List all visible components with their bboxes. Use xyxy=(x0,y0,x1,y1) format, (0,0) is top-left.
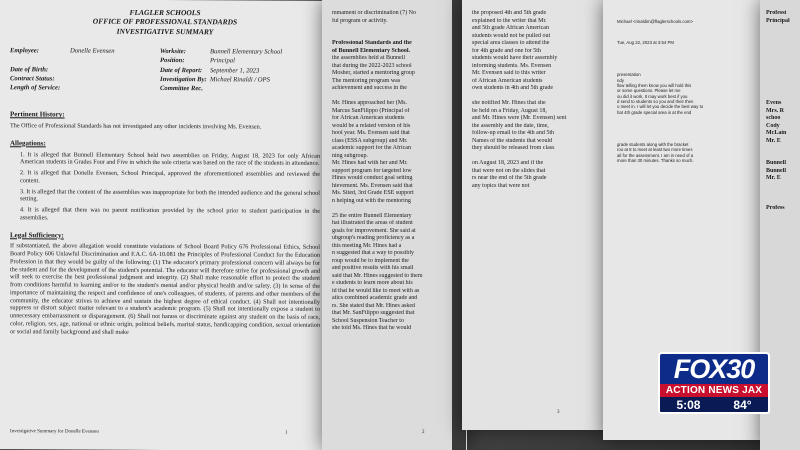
text-line: hat 4th grade special area is at the end xyxy=(617,109,692,115)
text-line xyxy=(766,40,800,48)
text-line: presentation xyxy=(617,72,641,78)
temperature: 84° xyxy=(733,397,752,412)
text-line: atics combined academic grade and xyxy=(332,295,418,301)
text-line: The mentoring program was xyxy=(332,77,401,84)
info-label: Worksite: xyxy=(160,48,186,56)
text-line xyxy=(472,153,601,161)
text-line: Mr. E xyxy=(766,175,781,181)
text-line: any topics that were not xyxy=(472,182,530,189)
text-line: support program for targeted low xyxy=(332,167,412,174)
section-title-legal: Legal Sufficiency: xyxy=(10,230,64,240)
text-line: she told Ms. Hines that he would xyxy=(332,325,412,331)
text-line: hat illustrated the areas of student xyxy=(332,220,413,226)
legal-text: If substantiated, the above allegation would constitute violations of School Board Policy 676 Professional Ethics, School Board Policy 606 Unlawful Discrimination and F.A.C. 6A-10.081 the Principles of Professional Conduct for the Education Profession in that they would be guilty of the following: (1) The educator's primary professional concern will always be for the student and for the development of the student's potential. The educator will therefore strive for professional growth and will seek to exercise the best professional judgment and integrity. (2) Shall make reasonable effort to protect the student from conditions harmful to learning and/or to the student's mental and/or physical health and/or safety. (3) In sense of the importance of maintaining the respect and confidence of one's colleagues, of students, of parents and other members of the community, the educator strives to achieve and sustain the highest degree of ethical conduct. (4) Shall not intentionally suppress or distort subject matter relevant to a student's academic program. (5) Shall not intentionally expose a student to unnecessary embarrassment or disparagement. (6) Shall not harass or discriminate against any student on the basis of race, color, religion, sex, age, national or ethnic origin, political beliefs, marital status, handicapping condition, sexual orientation or social and family background and shall make xyxy=(10,242,320,336)
text-line: of Bunnell Elementary School. xyxy=(332,47,411,54)
text-line xyxy=(332,93,461,101)
text-line: ubgroup's reading proficiency as a xyxy=(332,235,415,241)
text-line: follow-up email to the 4th and 5th xyxy=(472,130,554,136)
text-line: d send to students so you and their then xyxy=(617,99,694,105)
info-value xyxy=(210,85,320,94)
text-line xyxy=(766,78,800,86)
text-line: Hines would conduct goal setting xyxy=(332,175,413,181)
text-line: informing students. Ms. Evensen xyxy=(472,62,552,69)
info-value xyxy=(70,57,160,66)
text-line: ou did it work, It may work best if you xyxy=(617,93,688,99)
text-line: Cody xyxy=(766,122,780,129)
text-line: for 4th grade and one for 5th xyxy=(472,47,541,54)
page-number: 1 xyxy=(285,430,288,436)
text-line xyxy=(766,33,800,41)
text-line: Mr. Hines had with her and Mr. xyxy=(332,160,408,166)
station-logo: FOX30 xyxy=(658,352,770,384)
allegation-item: 1. It is alleged that Bunnell Elementary School held two assemblies on Friday, August 18, 2023 for only African American students in Grades Four and Five in which the sole criteria was based on the race of the students in attendance. xyxy=(20,150,320,168)
text-line: ful program or activity. xyxy=(332,17,388,24)
text-line xyxy=(766,190,800,198)
section-title-allegations: Allegations: xyxy=(10,138,46,148)
employee-info-grid xyxy=(10,47,320,94)
text-line xyxy=(472,93,601,101)
text-line: Mr. Evensen said to this writer xyxy=(472,70,546,76)
text-line xyxy=(766,48,800,56)
page-footer: Investigative Summary for Donelle Evensen xyxy=(10,428,99,435)
text-line: class (ESSA subgroup) and Mr. xyxy=(332,137,408,144)
text-line: 25 the entire Bunnell Elementary xyxy=(332,212,412,219)
info-value: Donelle Evensen xyxy=(70,47,115,55)
text-line: e students to learn more about his xyxy=(332,280,413,286)
info-label: Committee Rec. xyxy=(160,85,203,93)
info-value: September 1, 2023 xyxy=(210,66,260,75)
info-label: Length of Service: xyxy=(10,84,61,92)
info-label: Date of Report: xyxy=(160,66,203,74)
info-label: Date of Birth: xyxy=(10,65,49,73)
text-line: the assemblies held at Bunnell xyxy=(332,55,405,61)
allegation-item: 2. It is alleged that Donelle Evensen, School Principal, approved the aforementioned assemblies and reviewed the content. xyxy=(20,169,320,185)
text-line: for African American students xyxy=(332,115,405,121)
text-line xyxy=(332,25,461,33)
text-line: rs. She stated that Mr. Hines asked xyxy=(332,302,415,309)
email-text xyxy=(617,8,757,163)
text-line: roo at 8 to meet at least two more times xyxy=(617,147,693,153)
text-line: McLain xyxy=(766,130,787,136)
text-line: Marcus SanFilippo (Principal of xyxy=(332,107,410,114)
text-line: Bunnell xyxy=(766,160,787,166)
text-line: would be a related version of his xyxy=(332,122,411,129)
text-line: Ms. Sited, 3rd Grade ESE support xyxy=(332,190,414,196)
text-line: id that he would like to meet with as xyxy=(332,287,420,294)
info-value xyxy=(70,85,160,94)
investigative-summary-page-2 xyxy=(322,0,467,450)
text-line: academic support for the African xyxy=(332,145,411,151)
text-line: they should be released from class xyxy=(472,145,555,151)
text-line xyxy=(766,93,800,101)
text-line: ning subgroup. xyxy=(332,152,368,159)
text-line: goals for improvement. She said at xyxy=(332,227,416,234)
history-text: The Office of Professional Standards has not investigated any other incidents involving Ms. Evensen. xyxy=(10,122,262,131)
text-line: more than 30 minutes. Thanks so much. xyxy=(617,158,694,164)
info-value xyxy=(70,75,160,84)
page-2-text xyxy=(332,10,461,333)
text-line: achievement and success in the xyxy=(332,85,407,91)
text-line: of African American students xyxy=(472,77,543,84)
text-line xyxy=(766,25,800,33)
text-line: Mr. E xyxy=(766,137,781,144)
info-label: Position: xyxy=(160,57,185,65)
text-line: special area classes to attend the xyxy=(472,40,550,46)
text-line: this meeting Mr. Hines had a xyxy=(332,242,402,249)
investigative-summary-page-1 xyxy=(0,0,330,450)
text-line: Evens xyxy=(766,100,782,106)
text-line: grade students along with the bracket xyxy=(617,141,689,147)
text-line xyxy=(766,63,800,71)
text-line: or some questions. Please let me xyxy=(617,88,681,94)
text-line: and 5th grade African American xyxy=(472,25,549,31)
text-line: that were not on the slides that xyxy=(472,167,546,174)
page-5-text xyxy=(766,10,800,213)
text-line: ndy xyxy=(617,77,624,83)
text-line: Michael <rinaldim@flaglerschools.com> xyxy=(617,18,694,24)
info-label: Investigation By: xyxy=(160,75,207,84)
text-line: Tue, Aug 22, 2023 at 3:54 PM xyxy=(617,40,674,46)
text-line: Profess xyxy=(766,205,785,211)
text-line: said that Mr. Hines suggested to them xyxy=(332,272,423,279)
text-line: ail for the assessment. I am in need of a xyxy=(617,152,694,158)
text-line xyxy=(766,55,800,63)
text-line: hievement. Ms. Evensen said that xyxy=(332,182,413,189)
allegation-item: 4. It is alleged that there was no parent notification provided by the school prior to student participation in the assemblies. xyxy=(20,206,320,222)
text-line: Names of the students that would xyxy=(472,137,553,144)
info-label: Employee: xyxy=(10,47,39,55)
text-line: and Mr. Hines were (Mr. Evensen) sent xyxy=(472,115,567,121)
text-line: n suggested that a way to possibly xyxy=(332,250,414,256)
news-station-bug xyxy=(658,352,770,414)
text-line: hool year. Ms. Evensen said that xyxy=(332,130,410,136)
text-line: n helping out with the mentoring xyxy=(332,197,411,204)
text-line: o meet in. I will let you decide the best way to xyxy=(617,104,704,110)
header-line: FLAGLER SCHOOLS xyxy=(129,7,201,18)
text-line: she notified Mr. Hines that she xyxy=(472,100,546,106)
page-number: 2 xyxy=(422,429,425,435)
text-line: on August 18, 2023 and if the xyxy=(472,160,544,166)
info-value xyxy=(70,66,160,75)
page-header xyxy=(10,7,320,37)
text-line: students would have their assembly xyxy=(472,55,558,61)
text-line: Mrs. R xyxy=(766,107,784,114)
text-line: roup would be to implement the xyxy=(332,257,409,264)
text-line: Principal xyxy=(766,17,790,24)
text-line xyxy=(766,153,800,161)
text-line: Professional Standards and the xyxy=(332,40,412,46)
text-line: Bunnell xyxy=(766,167,787,174)
header-line: OFFICE OF PROFESSIONAL STANDARDS xyxy=(92,16,238,27)
station-tagline: ACTION NEWS JAX xyxy=(658,384,770,397)
text-line: and positive results with his small xyxy=(332,265,414,271)
info-value: Principal xyxy=(210,57,235,65)
text-line: own students in 4th and 5th grade xyxy=(472,85,553,91)
text-line: llow telling them know you will hold this xyxy=(617,83,692,89)
time-temp-strip xyxy=(658,397,770,414)
text-line: Mosher, started a mentoring group xyxy=(332,70,415,76)
text-line xyxy=(766,85,800,93)
text-line: be held on a Friday, August 18, xyxy=(472,107,547,114)
allegation-item: 3. It is alleged that the content of the assemblies was inappropriate for both the intended audience and the general school setting. xyxy=(20,187,320,203)
text-line: that during the 2022-2023 school xyxy=(332,62,412,69)
header-line: INVESTIGATIVE SUMMARY xyxy=(116,26,214,37)
text-line: the assembly and the date, time, xyxy=(472,122,549,129)
page-number: 3 xyxy=(557,409,560,415)
text-line: Professi xyxy=(766,10,787,16)
text-line xyxy=(766,198,800,206)
clock-time: 5:08 xyxy=(676,397,701,412)
section-title-history: Pertinent History: xyxy=(10,110,65,119)
text-line: that Mr. SanFilippo suggested that xyxy=(332,310,415,316)
text-line: the proposed 4th and 5th grade xyxy=(472,10,547,16)
text-line: mmament or discrimination (7) No xyxy=(332,10,416,16)
text-line xyxy=(332,33,461,41)
page-3-text xyxy=(472,10,601,190)
text-line: explained to the writer that Mr. xyxy=(472,17,547,24)
text-line: students would not be pulled out xyxy=(472,32,551,39)
info-value: Michael Rinaldi / OPS xyxy=(210,76,270,84)
info-label xyxy=(10,57,70,66)
text-line xyxy=(332,205,461,213)
text-line xyxy=(766,145,800,153)
text-line: Mr. Hines approached her (Ms. xyxy=(332,100,407,106)
text-line xyxy=(766,183,800,191)
info-value: Bunnell Elementary School xyxy=(210,48,283,56)
text-line xyxy=(766,70,800,78)
investigative-summary-page-3 xyxy=(462,0,607,430)
info-label: Contract Status: xyxy=(10,75,55,83)
text-line: rs near the end of the 5th grade xyxy=(472,175,547,181)
text-line: schoo xyxy=(766,115,781,121)
text-line: School Suspension Teacher to xyxy=(332,317,404,324)
allegations-list xyxy=(10,151,320,224)
